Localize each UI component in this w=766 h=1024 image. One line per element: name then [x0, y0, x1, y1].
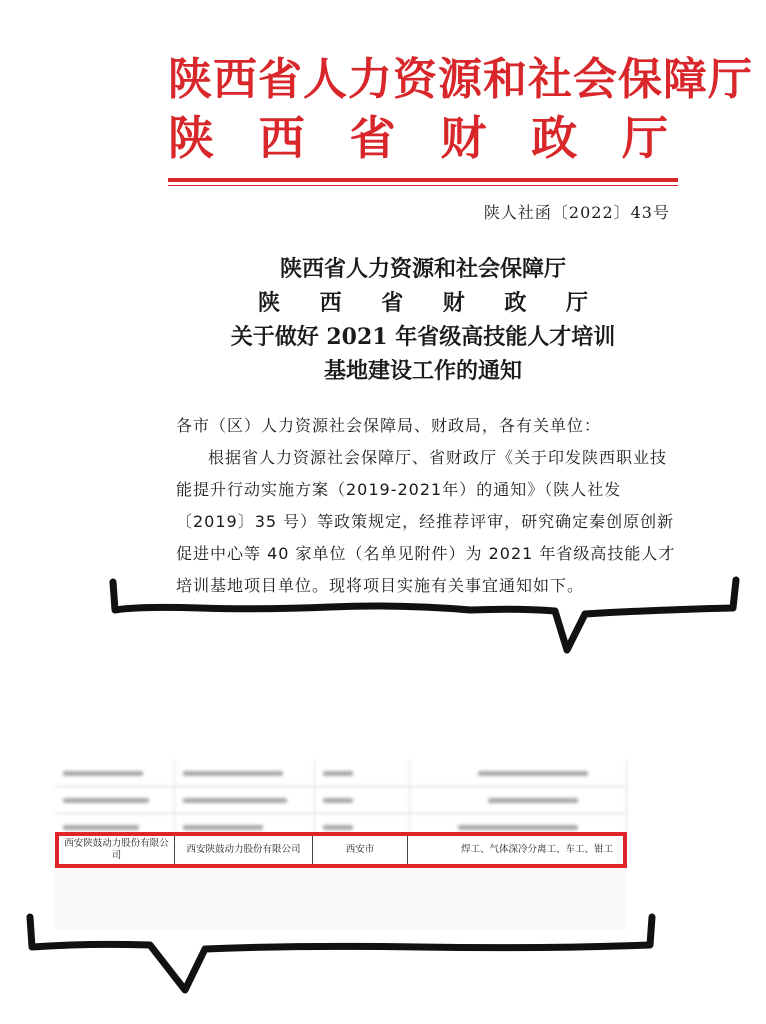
- letterhead-char: 厅: [621, 111, 668, 165]
- table-row: [55, 760, 627, 787]
- letterhead-char: 省: [349, 111, 396, 165]
- title-line2: [258, 286, 588, 320]
- table-row: [55, 787, 627, 814]
- letterhead-char: 西: [258, 111, 305, 165]
- letterhead: [168, 52, 753, 168]
- red-rule-thick: [168, 178, 678, 182]
- letterhead-char: 财: [440, 111, 487, 165]
- torn-edge-top: [0, 570, 766, 660]
- cell-city: 西安市: [313, 836, 408, 864]
- title-char: 西: [319, 290, 342, 316]
- highlighted-table-row: [55, 832, 627, 868]
- document-number: 陕人社函〔2022〕43号: [483, 203, 670, 222]
- cell-company: 西安陕鼓动力股份有限公司: [175, 836, 313, 864]
- letterhead-char: 政: [531, 111, 578, 165]
- body-paragraph: 根据省人力资源社会保障厅、省财政厅《关于印发陕西职业技能提升行动实施方案（2019-2021年）的通知》（陕人社发〔2019〕35 号）等政策规定，经推荐评审，研究确定秦创原创新促进中心等 40 家单位（名单见附件）为 2021 年省级高技能人才培训基地项目单位。现将项目实施有关事宜通知如下。: [176, 448, 676, 595]
- title-char: 省: [381, 290, 404, 316]
- title-char: 陕: [258, 290, 281, 316]
- cell-unit: 西安陕鼓动力股份有限公司: [59, 836, 175, 864]
- title-char: 财: [442, 290, 465, 316]
- blurred-rows: [55, 760, 627, 841]
- salutation: 各市（区）人力资源社会保障局、财政局，各有关单位：: [176, 416, 602, 435]
- cell-trades: 焊工、气体深冷分离工、车工、钳工: [460, 844, 613, 855]
- letterhead-char: 陕: [168, 111, 214, 165]
- title-line3: 关于做好 2021 年省级高技能人才培训: [230, 324, 616, 350]
- title-line4: 基地建设工作的通知: [323, 358, 522, 384]
- document-title: [180, 252, 666, 388]
- letterhead-line2: [168, 108, 668, 168]
- torn-edge-bottom: [0, 905, 766, 1000]
- title-line1: 陕西省人力资源和社会保障厅: [279, 256, 566, 282]
- letterhead-line1: 陕西省人力资源和社会保障厅: [168, 54, 753, 105]
- title-char: 厅: [565, 290, 588, 316]
- red-rule-thin: [168, 185, 678, 186]
- title-char: 政: [504, 290, 527, 316]
